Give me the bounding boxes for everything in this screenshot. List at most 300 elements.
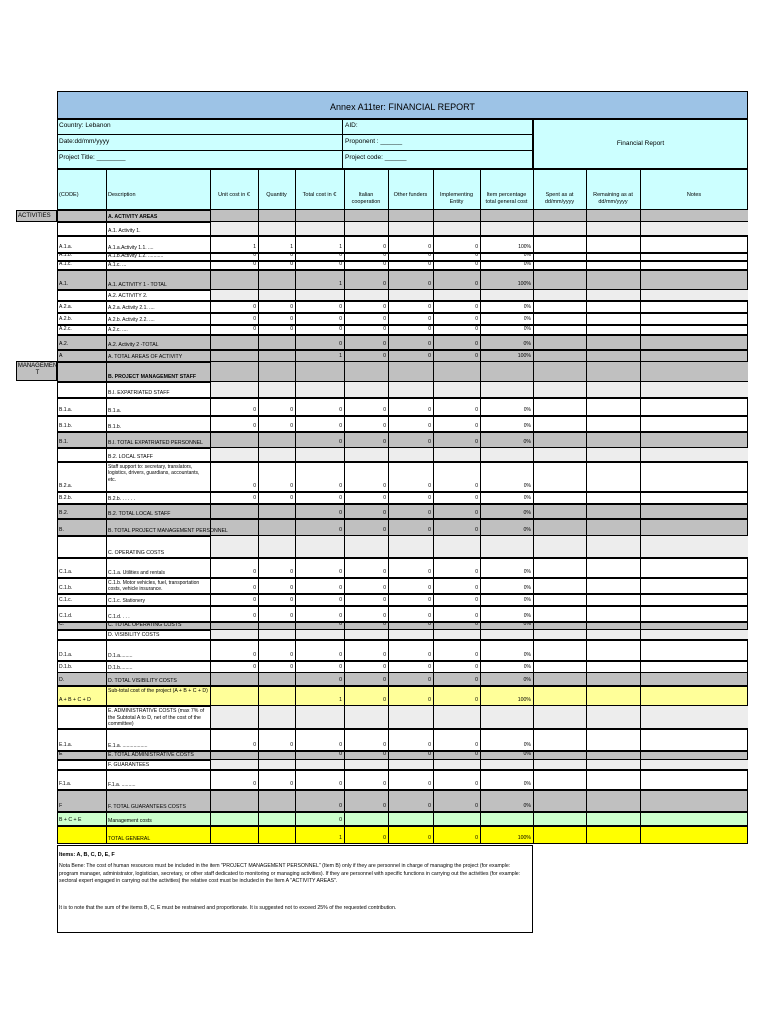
row-value: 0 (339, 304, 342, 310)
row-value: 0 (383, 569, 386, 575)
row-value: 0% (523, 597, 531, 603)
row-value: 0 (383, 281, 386, 287)
row-description: C. OPERATING COSTS (108, 550, 165, 556)
row-value: 0 (290, 252, 293, 258)
row-description: A. ACTIVITY AREAS (108, 214, 158, 220)
cell-divider (258, 382, 259, 398)
cell-divider (533, 536, 534, 558)
row-value: 0 (290, 495, 293, 501)
cell-divider (586, 432, 587, 448)
cell-divider (210, 350, 211, 362)
cell-divider (106, 558, 107, 578)
cell-divider (433, 362, 434, 382)
row-value: 0 (428, 341, 431, 347)
cell-divider (295, 536, 296, 558)
row-description: A.2. ACTIVITY 2. (108, 293, 148, 299)
cell-divider (258, 448, 259, 462)
row-description: D.1.a......... (108, 653, 133, 659)
cell-divider (106, 398, 107, 416)
row-value: 0 (339, 781, 342, 787)
row-value: 100% (517, 697, 531, 703)
cell-divider (295, 398, 296, 416)
row-value: 0 (339, 495, 342, 501)
row-value: 0% (523, 751, 531, 757)
column-divider (344, 169, 345, 210)
cell-divider (388, 448, 389, 462)
cell-divider (533, 594, 534, 606)
row-value: 0 (428, 527, 431, 533)
cell-divider (533, 462, 534, 492)
cell-divider (106, 325, 107, 335)
cell-divider (258, 432, 259, 448)
cell-divider (586, 622, 587, 630)
row-fill (210, 448, 748, 462)
row-value: 0 (383, 803, 386, 809)
cell-divider (533, 448, 534, 462)
cell-divider (533, 301, 534, 313)
row-value: 0% (523, 407, 531, 413)
cell-divider (210, 812, 211, 826)
column-divider (258, 169, 259, 210)
row-value: 0% (523, 439, 531, 445)
cell-divider (344, 536, 345, 558)
row-value: 0 (339, 483, 342, 489)
row-value: 0 (428, 621, 431, 627)
row-description: D. VISIBILITY COSTS (108, 632, 160, 638)
row-value: 0 (339, 585, 342, 591)
cell-divider (640, 504, 641, 519)
project-code-label: Project code: ______ (345, 154, 407, 161)
column-header-italian: Italian cooperation (351, 192, 381, 205)
row-value: 0 (428, 510, 431, 516)
row-value: 0% (523, 495, 531, 501)
cell-divider (533, 672, 534, 686)
row-value: 0 (339, 613, 342, 619)
cell-divider (640, 790, 641, 812)
cell-divider (533, 519, 534, 536)
column-header-quantity: Quantity (266, 192, 287, 198)
row-value: 0 (383, 353, 386, 359)
cell-divider (586, 504, 587, 519)
cell-divider (586, 536, 587, 558)
row-description: B.I. TOTAL EXPATRIATED PERSONNEL (108, 440, 203, 446)
row-value: 0 (383, 439, 386, 445)
cell-divider (106, 622, 107, 630)
cell-divider (210, 826, 211, 844)
row-value: 0 (339, 652, 342, 658)
cell-divider (344, 706, 345, 729)
cell-divider (640, 640, 641, 661)
cell-divider (586, 222, 587, 236)
row-value: 0 (475, 261, 478, 267)
cell-divider (533, 606, 534, 622)
cell-divider (640, 253, 641, 261)
cell-divider (210, 398, 211, 416)
row-value: 0 (339, 510, 342, 516)
cell-divider (344, 760, 345, 770)
row-fill (210, 382, 748, 398)
cell-divider (533, 826, 534, 844)
row-value: 0 (253, 483, 256, 489)
row-value: 0 (428, 304, 431, 310)
cell-divider (586, 770, 587, 790)
cell-divider (586, 706, 587, 729)
cell-divider (533, 210, 534, 222)
cell-divider (480, 290, 481, 301)
cell-divider (258, 751, 259, 760)
cell-divider (258, 362, 259, 382)
row-value: 0 (383, 407, 386, 413)
cell-divider (533, 630, 534, 640)
cell-divider (344, 382, 345, 398)
row-description: C.1.c. Stationery (108, 598, 145, 604)
cell-divider (344, 362, 345, 382)
row-value: 0 (290, 613, 293, 619)
notes-nota-bene: Nota Bene: The cost of human resources must be included in the item "PROJECT MANAGEMENT PERSONNEL" (Item B) only if they are personnel in charge of managing the project (for example: program manager, administrator, logistician, secretary, or other staff dedicated to monitoring or managing activities). If they are personnel with specific functions in carrying out the activities (for example: sectoral expert engaged in carrying out the activities) the relative cost must be included in the Item A "ACTIVITY AREAS". (59, 863, 521, 885)
cell-divider (533, 362, 534, 382)
project-title-label: Project Title: ________ (59, 154, 126, 161)
row-value: 0 (253, 316, 256, 322)
cell-divider (210, 760, 211, 770)
row-value: 0 (428, 652, 431, 658)
cell-divider (106, 492, 107, 504)
cell-divider (433, 812, 434, 826)
cell-divider (586, 826, 587, 844)
row-fill (210, 760, 748, 770)
row-value: 0 (383, 510, 386, 516)
row-value: 0 (383, 835, 386, 841)
row-description: A.2.b. Activity 2.2. .... (108, 317, 155, 323)
row-fill (210, 362, 748, 382)
row-value: 0 (475, 613, 478, 619)
row-value: 1 (339, 835, 342, 841)
cell-divider (388, 558, 389, 578)
row-value: 0 (290, 423, 293, 429)
cell-divider (210, 686, 211, 706)
row-value: 0% (523, 742, 531, 748)
row-value: 0 (253, 652, 256, 658)
row-description: C.1.a. Utilities and rentals (108, 570, 165, 576)
column-divider (433, 169, 434, 210)
cell-divider (533, 686, 534, 706)
row-value: 0 (428, 569, 431, 575)
row-fill (210, 630, 748, 640)
cell-divider (106, 416, 107, 432)
cell-divider (433, 706, 434, 729)
row-value: 100% (517, 835, 531, 841)
cell-divider (533, 236, 534, 253)
cell-divider (480, 222, 481, 236)
row-value: 0 (383, 495, 386, 501)
activities-side-label: ACTIVITIES (18, 213, 51, 219)
cell-divider (258, 706, 259, 729)
row-value: 0% (523, 304, 531, 310)
cell-divider (258, 504, 259, 519)
cell-divider (533, 313, 534, 325)
row-description: A.1.b.Activity 1.2. ........... (108, 253, 164, 259)
cell-divider (586, 261, 587, 270)
cell-divider (106, 790, 107, 812)
cell-divider (533, 640, 534, 661)
row-value: 0 (339, 407, 342, 413)
row-value: 0 (383, 341, 386, 347)
row-value: 0 (383, 244, 386, 250)
cell-divider (533, 398, 534, 416)
cell-divider (258, 398, 259, 416)
cell-divider (433, 382, 434, 398)
row-value: 100% (517, 281, 531, 287)
cell-divider (533, 770, 534, 790)
cell-divider (586, 729, 587, 751)
row-value: 0 (253, 742, 256, 748)
cell-divider (640, 432, 641, 448)
row-value: 0 (290, 597, 293, 603)
cell-divider (106, 536, 107, 558)
row-value: 0 (475, 510, 478, 516)
row-value: 0% (523, 781, 531, 787)
row-value: 0 (428, 407, 431, 413)
cell-divider (480, 448, 481, 462)
row-value: 0 (383, 613, 386, 619)
cell-divider (480, 630, 481, 640)
row-value: 0 (428, 664, 431, 670)
cell-divider (433, 448, 434, 462)
cell-divider (258, 686, 259, 706)
cell-divider (344, 630, 345, 640)
cell-divider (640, 686, 641, 706)
row-value: 0 (290, 569, 293, 575)
row-code: C.1.a. (59, 569, 73, 575)
cell-divider (586, 558, 587, 578)
cell-divider (106, 578, 107, 594)
cell-divider (344, 398, 345, 416)
row-description: F. TOTAL GUARANTEES COSTS (108, 804, 186, 810)
cell-divider (533, 706, 534, 729)
cell-divider (210, 362, 211, 382)
cell-divider (586, 606, 587, 622)
row-value: 0 (383, 677, 386, 683)
row-code: F.1.a. (59, 781, 72, 787)
cell-divider (210, 790, 211, 812)
row-value: 0 (475, 697, 478, 703)
row-description: E. ADMINISTRATIVE COSTS (max 7% of the Subtotal A to D, net of the cost of the committee) (108, 708, 205, 727)
cell-divider (106, 751, 107, 760)
row-value: 0 (475, 439, 478, 445)
column-divider (295, 169, 296, 210)
cell-divider (533, 492, 534, 504)
column-header-unit-cost: Unit cost in € (218, 192, 250, 198)
row-description: Staff support to: secretary, translators, logistics, drivers, guardians, accountants, etc. (108, 464, 200, 483)
row-value: 0% (523, 527, 531, 533)
cell-divider (640, 261, 641, 270)
row-value: 100% (517, 353, 531, 359)
cell-divider (586, 301, 587, 313)
row-value: 0 (475, 621, 478, 627)
cell-divider (586, 686, 587, 706)
row-value: 0 (253, 569, 256, 575)
cell-divider (586, 210, 587, 222)
cell-divider (480, 812, 481, 826)
row-value: 0 (253, 304, 256, 310)
cell-divider (640, 270, 641, 290)
row-description: A. TOTAL AREAS OF ACTIVITY (108, 354, 183, 360)
cell-divider (586, 362, 587, 382)
row-code: D. (59, 677, 65, 683)
row-value: 0 (383, 483, 386, 489)
row-value: 0 (475, 677, 478, 683)
cell-divider (533, 504, 534, 519)
cell-divider (388, 398, 389, 416)
row-code: D.1.b. (59, 664, 73, 670)
row-code: E.1.a. (59, 742, 73, 748)
cell-divider (586, 290, 587, 301)
cell-divider (388, 826, 389, 844)
cell-divider (640, 594, 641, 606)
cell-divider (533, 416, 534, 432)
cell-divider (433, 222, 434, 236)
cell-divider (640, 492, 641, 504)
cell-divider (586, 672, 587, 686)
cell-divider (586, 640, 587, 661)
row-description: B. PROJECT MANAGEMENT STAFF (108, 374, 197, 380)
row-value: 0 (475, 803, 478, 809)
cell-divider (640, 578, 641, 594)
cell-divider (586, 519, 587, 536)
row-fill (210, 706, 748, 729)
cell-divider (106, 504, 107, 519)
cell-divider (388, 210, 389, 222)
financial-report-label: Financial Report (616, 140, 665, 147)
cell-divider (640, 672, 641, 686)
cell-divider (344, 448, 345, 462)
cell-divider (640, 210, 641, 222)
row-code: A.2.a. (59, 304, 73, 310)
column-divider (640, 169, 641, 210)
row-value: 0 (383, 316, 386, 322)
cell-divider (533, 790, 534, 812)
cell-divider (640, 760, 641, 770)
cell-divider (295, 382, 296, 398)
row-value: 0 (290, 781, 293, 787)
cell-divider (586, 270, 587, 290)
cell-divider (106, 350, 107, 362)
cell-divider (533, 335, 534, 350)
cell-divider (106, 290, 107, 301)
row-value: 0 (290, 326, 293, 332)
row-description: C. TOTAL OPERATING COSTS (108, 622, 182, 628)
row-description: B.2. TOTAL LOCAL STAFF (108, 511, 171, 517)
cell-divider (388, 770, 389, 790)
row-code: B. (59, 527, 64, 533)
cell-divider (258, 210, 259, 222)
row-value: 0 (383, 664, 386, 670)
row-value: 0 (253, 781, 256, 787)
row-value: 0 (428, 585, 431, 591)
cell-divider (640, 313, 641, 325)
row-description: E.1.a. .................. (108, 743, 148, 749)
cell-divider (533, 760, 534, 770)
row-value: 0 (383, 252, 386, 258)
cell-divider (480, 826, 481, 844)
cell-divider (344, 812, 345, 826)
row-code: F (59, 803, 63, 809)
row-fill (210, 210, 748, 222)
cell-divider (586, 335, 587, 350)
row-value: 0 (475, 652, 478, 658)
row-value: 0 (253, 252, 256, 258)
aid-label: AID: (345, 122, 358, 129)
cell-divider (258, 222, 259, 236)
row-description: B.2. LOCAL STAFF (108, 454, 153, 460)
row-value: 0% (523, 585, 531, 591)
row-value: 0 (253, 585, 256, 591)
cell-divider (210, 536, 211, 558)
cell-divider (433, 558, 434, 578)
cell-divider (295, 222, 296, 236)
row-value: 0 (475, 483, 478, 489)
cell-divider (106, 382, 107, 398)
cell-divider (106, 362, 107, 382)
cell-divider (640, 416, 641, 432)
column-header-item-percentage: Item percentage total general cost (485, 192, 528, 205)
row-value: 0 (290, 316, 293, 322)
cell-divider (295, 770, 296, 790)
row-value: 0 (339, 423, 342, 429)
cell-divider (106, 448, 107, 462)
cell-divider (344, 826, 345, 844)
row-value: 0 (339, 326, 342, 332)
cell-divider (210, 558, 211, 578)
cell-divider (433, 770, 434, 790)
row-description: TOTAL GENERAL (108, 836, 151, 842)
row-value: 0 (253, 407, 256, 413)
cell-divider (210, 751, 211, 760)
cell-divider (586, 313, 587, 325)
cell-divider (210, 672, 211, 686)
row-value: 0 (428, 252, 431, 258)
row-value: 0% (523, 261, 531, 267)
column-divider (586, 169, 587, 210)
row-value: 0 (428, 677, 431, 683)
page-title: Annex A11ter: FINANCIAL REPORT (330, 102, 475, 112)
row-value: 0 (475, 597, 478, 603)
row-code: E (59, 751, 63, 757)
row-value: 0 (475, 281, 478, 287)
row-value: 0 (428, 781, 431, 787)
cell-divider (640, 558, 641, 578)
row-description: A.1.c. ... (108, 262, 127, 268)
cell-divider (640, 519, 641, 536)
cell-divider (210, 504, 211, 519)
column-header-implementing: Implementing Entity (439, 192, 474, 205)
row-value: 0 (253, 261, 256, 267)
cell-divider (586, 578, 587, 594)
cell-divider (433, 536, 434, 558)
row-value: 0 (383, 751, 386, 757)
cell-divider (258, 335, 259, 350)
cell-divider (106, 335, 107, 350)
cell-divider (258, 622, 259, 630)
cell-divider (106, 253, 107, 261)
row-code: C. (59, 621, 65, 627)
row-value: 0 (339, 664, 342, 670)
row-value: 0 (428, 439, 431, 445)
row-description: A.1. ACTIVITY 1 - TOTAL (108, 282, 167, 288)
cell-divider (210, 706, 211, 729)
row-value: 0 (475, 585, 478, 591)
row-value: 0% (523, 803, 531, 809)
row-value: 0 (339, 803, 342, 809)
